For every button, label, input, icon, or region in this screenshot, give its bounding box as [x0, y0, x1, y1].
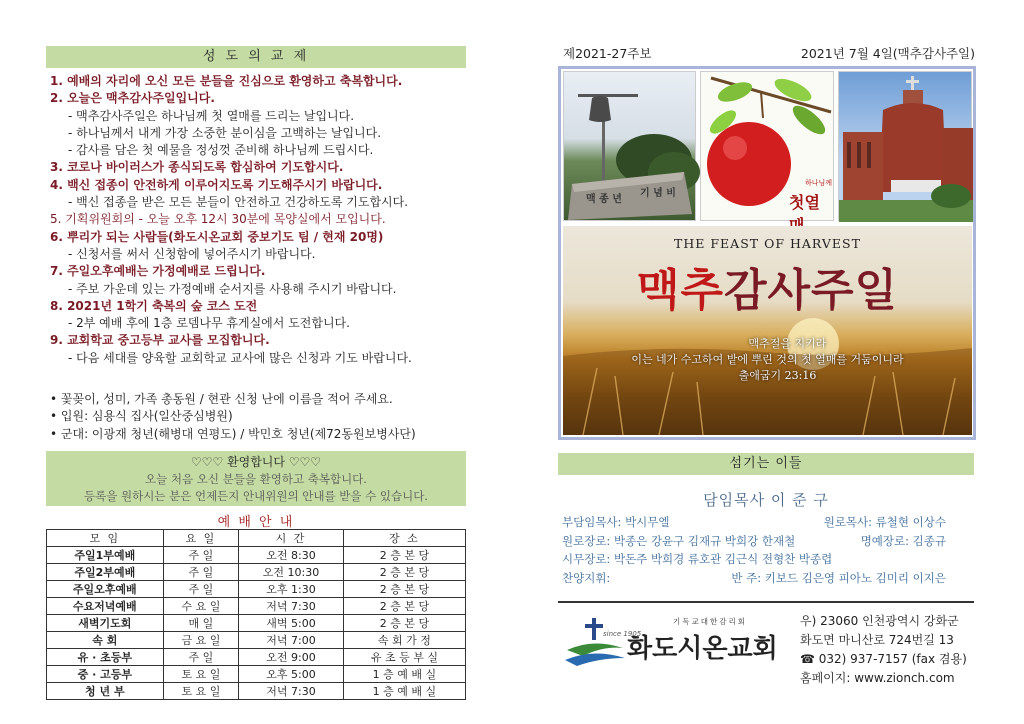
- schedule-header-cell: 모 임: [47, 530, 164, 547]
- verse-line: 맥추절을 지키라: [748, 337, 827, 350]
- schedule-row: [47, 564, 466, 581]
- verse-reference: 출애굽기 23:16: [738, 369, 817, 382]
- schedule-cell: 오전 8:30: [239, 547, 344, 564]
- schedule-table: [46, 529, 466, 700]
- news-item: • 꽃꽂이, 성미, 가족 총동원 / 현관 신청 난에 이름을 적어 주세요.: [50, 392, 393, 406]
- contact-info: [800, 612, 967, 688]
- announcement-item: 5. 기획위원회의 - 오늘 오후 12시 30분에 목양실에서 모입니다.: [50, 212, 386, 227]
- banner-title-part2: 감사주일: [724, 265, 899, 316]
- apple-photo: [700, 71, 834, 221]
- staff-right: [946, 550, 974, 569]
- schedule-title: 예 배 안 내: [217, 515, 295, 530]
- banner-title-part1: 맥추: [636, 265, 724, 316]
- schedule-cell: 1 층 예 배 실: [343, 683, 465, 700]
- banner-english-title: THE FEAST OF HARVEST: [674, 236, 861, 251]
- schedule-cell: 주일오후예배: [47, 581, 164, 598]
- footer-divider: [558, 601, 974, 603]
- staff-list: [562, 513, 974, 587]
- welcome-line: 오늘 처음 오신 분들을 환영하고 축복합니다.: [145, 472, 367, 486]
- apple-caption: 첫열: [789, 193, 820, 212]
- banner-verse: [563, 336, 972, 384]
- announcement-item: 2. 오늘은 맥추감사주일입니다.: [50, 91, 215, 106]
- announcement-item: 6. 뿌리가 되는 사람들(화도시온교회 중보기도 팀 / 현재 20명): [50, 229, 384, 244]
- announcement-detail: - 신청서를 써서 신청함에 넣어주시기 바랍니다.: [68, 246, 316, 261]
- bell-photo: [563, 71, 696, 221]
- announcement-detail: - 맥추감사주일은 하나님께 첫 열매를 드리는 날입니다.: [68, 108, 355, 123]
- schedule-cell: 청 년 부: [47, 683, 164, 700]
- schedule-cell: 저녁 7:30: [239, 598, 344, 615]
- schedule-cell: 주 일: [163, 547, 239, 564]
- staff-right: 반 주: 키보드 김은영 피아노 김미리 이지은: [731, 570, 946, 585]
- schedule-cell: 주 일: [163, 564, 239, 581]
- schedule-cell: 수요저녁예배: [47, 598, 164, 615]
- announcement-detail: - 주보 가운데 있는 가정예배 순서지를 사용해 주시기 바랍니다.: [68, 281, 397, 296]
- schedule-cell: 새벽기도회: [47, 615, 164, 632]
- announcement-detail: - 2부 예배 후에 1층 로뎀나무 휴게실에서 도전합니다.: [68, 316, 350, 331]
- apple-small-caption: 하나님께: [805, 179, 833, 187]
- schedule-row: [47, 598, 466, 615]
- homepage-link[interactable]: 홈페이지: www.zionch.com: [800, 671, 955, 685]
- schedule-row: [47, 615, 466, 632]
- staff-left: 원로장로: 박종은 강윤구 김재규 박희강 한재철: [562, 533, 796, 548]
- schedule-row: [47, 632, 466, 649]
- schedule-cell: 2 층 본 당: [343, 615, 465, 632]
- schedule-cell: 2 층 본 당: [343, 581, 465, 598]
- stone-inscription: 맥 종 년: [586, 194, 622, 205]
- schedule-cell: 토 요 일: [163, 683, 239, 700]
- fellowship-header: 성 도 의 교 제: [46, 46, 466, 68]
- staff-row: [562, 532, 974, 551]
- schedule-header-cell: 장 소: [343, 530, 465, 547]
- church-logo: [563, 610, 778, 672]
- schedule-row: [47, 581, 466, 598]
- schedule-cell: 수 요 일: [163, 598, 239, 615]
- announcement-item: 4. 백신 접종이 안전하게 이루어지도록 기도해주시기 바랍니다.: [50, 177, 383, 192]
- church-name: 화도시온교회: [627, 634, 778, 664]
- announcement-detail: - 하나님께서 내게 가장 소중한 분이심을 고백하는 날입니다.: [68, 125, 382, 140]
- schedule-cell: 속 회 가 정: [343, 632, 465, 649]
- stone-inscription-2: 기 념 비: [640, 188, 676, 199]
- staff-row: [562, 569, 974, 588]
- schedule-cell: 오전 10:30: [239, 564, 344, 581]
- announcement-item: 8. 2021년 1학기 축복의 숲 코스 도전: [50, 298, 258, 313]
- announcement-item: 7. 주일오후예배는 가정예배로 드립니다.: [50, 264, 266, 279]
- news-item: • 입원: 심용식 집사(일산중심병원): [50, 409, 233, 424]
- schedule-cell: 저녁 7:30: [239, 683, 344, 700]
- schedule-cell: 2 층 본 당: [343, 547, 465, 564]
- schedule-cell: 오후 1:30: [239, 581, 344, 598]
- schedule-row: [47, 649, 466, 666]
- church-photo: [838, 71, 972, 221]
- schedule-row: [47, 547, 466, 564]
- staff-right: 명예장로: 김종규: [860, 533, 946, 548]
- schedule-header-cell: 요 일: [163, 530, 239, 547]
- announcement-detail: - 감사를 담은 첫 예물을 정성껏 준비해 하나님께 드립시다.: [68, 143, 374, 158]
- address-line: 우) 23060 인천광역시 강화군: [800, 614, 959, 628]
- announcement-detail: - 다음 세대를 양육할 교회학교 교사에 많은 신청과 기도 바랍니다.: [68, 350, 412, 365]
- news-item: • 군대: 이광재 청년(해병대 연평도) / 박민호 청년(제72동원보병사단): [50, 426, 416, 441]
- schedule-cell: 주 일: [163, 581, 239, 598]
- issue-date: 2021년 7월 4일(맥추감사주일): [800, 46, 975, 61]
- schedule-cell: 2 층 본 당: [343, 564, 465, 581]
- schedule-cell: 주일2부예배: [47, 564, 164, 581]
- staff-row: [562, 550, 974, 569]
- staff-left: 부담임목사: 박시무엘: [562, 515, 670, 529]
- schedule-header-cell: 시 간: [239, 530, 344, 547]
- announcement-list: [50, 73, 470, 367]
- announcement-item: 1. 예배의 자리에 오신 모든 분들을 진심으로 환영하고 축복합니다.: [50, 74, 403, 88]
- staff-left: 시무장로: 박돈주 박희경 류호관 김근식 전형찬 박종렵: [562, 552, 833, 566]
- issue-number: 제2021-27주보: [563, 46, 652, 61]
- servants-header: 섬기는 이들: [558, 453, 974, 475]
- staff-right: 원로목사: 류철현 이상수: [823, 515, 946, 529]
- address-line: 화도면 마니산로 724번길 13: [800, 633, 954, 647]
- schedule-row: [47, 683, 466, 700]
- schedule-cell: 유 · 초등부: [47, 649, 164, 666]
- schedule-cell: 오전 9:00: [239, 649, 344, 666]
- staff-row: [562, 513, 974, 532]
- schedule-cell: 매 일: [163, 615, 239, 632]
- announcement-item: 3. 코로나 바이러스가 종식되도록 합심하여 기도합시다.: [50, 160, 344, 175]
- welcome-title: ♡♡♡ 환영합니다 ♡♡♡: [190, 455, 322, 469]
- announcement-detail: - 백신 접종을 받은 모든 분들이 안전하고 건강하도록 기도합시다.: [68, 195, 409, 210]
- verse-line: 이는 네가 수고하여 밭에 뿌린 것의 첫 열매를 거둠이니라: [631, 353, 904, 366]
- announcement-item: 9. 교회학교 중고등부 교사를 모집합니다.: [50, 333, 270, 348]
- schedule-row: [47, 666, 466, 683]
- news-list: [50, 391, 470, 443]
- denomination-label: 기독교대한감리회: [673, 617, 747, 626]
- senior-pastor: 담임목사 이 준 구: [703, 491, 829, 509]
- schedule-cell: 저녁 7:00: [239, 632, 344, 649]
- schedule-cell: 금 요 일: [163, 632, 239, 649]
- schedule-cell: 2 층 본 당: [343, 598, 465, 615]
- banner-korean-title: [563, 254, 972, 318]
- schedule-cell: 오후 5:00: [239, 666, 344, 683]
- schedule-cell: 주일1부예배: [47, 547, 164, 564]
- since-label: since 1905: [603, 630, 642, 638]
- schedule-cell: 중 · 고등부: [47, 666, 164, 683]
- schedule-cell: 속 회: [47, 632, 164, 649]
- schedule-cell: 토 요 일: [163, 666, 239, 683]
- schedule-cell: 1 층 예 배 실: [343, 666, 465, 683]
- harvest-banner: [563, 226, 972, 435]
- church-emblem-icon: [563, 616, 627, 668]
- staff-left: 찬양지휘:: [562, 570, 611, 585]
- schedule-cell: 유 초 등 부 실: [343, 649, 465, 666]
- schedule-cell: 새벽 5:00: [239, 615, 344, 632]
- welcome-line: 등록을 원하시는 분은 언제든지 안내위원의 안내를 받을 수 있습니다.: [84, 489, 428, 503]
- welcome-box: [46, 451, 466, 506]
- phone-number: ☎ 032) 937-7157 (fax 겸용): [800, 652, 967, 666]
- schedule-cell: 주 일: [163, 649, 239, 666]
